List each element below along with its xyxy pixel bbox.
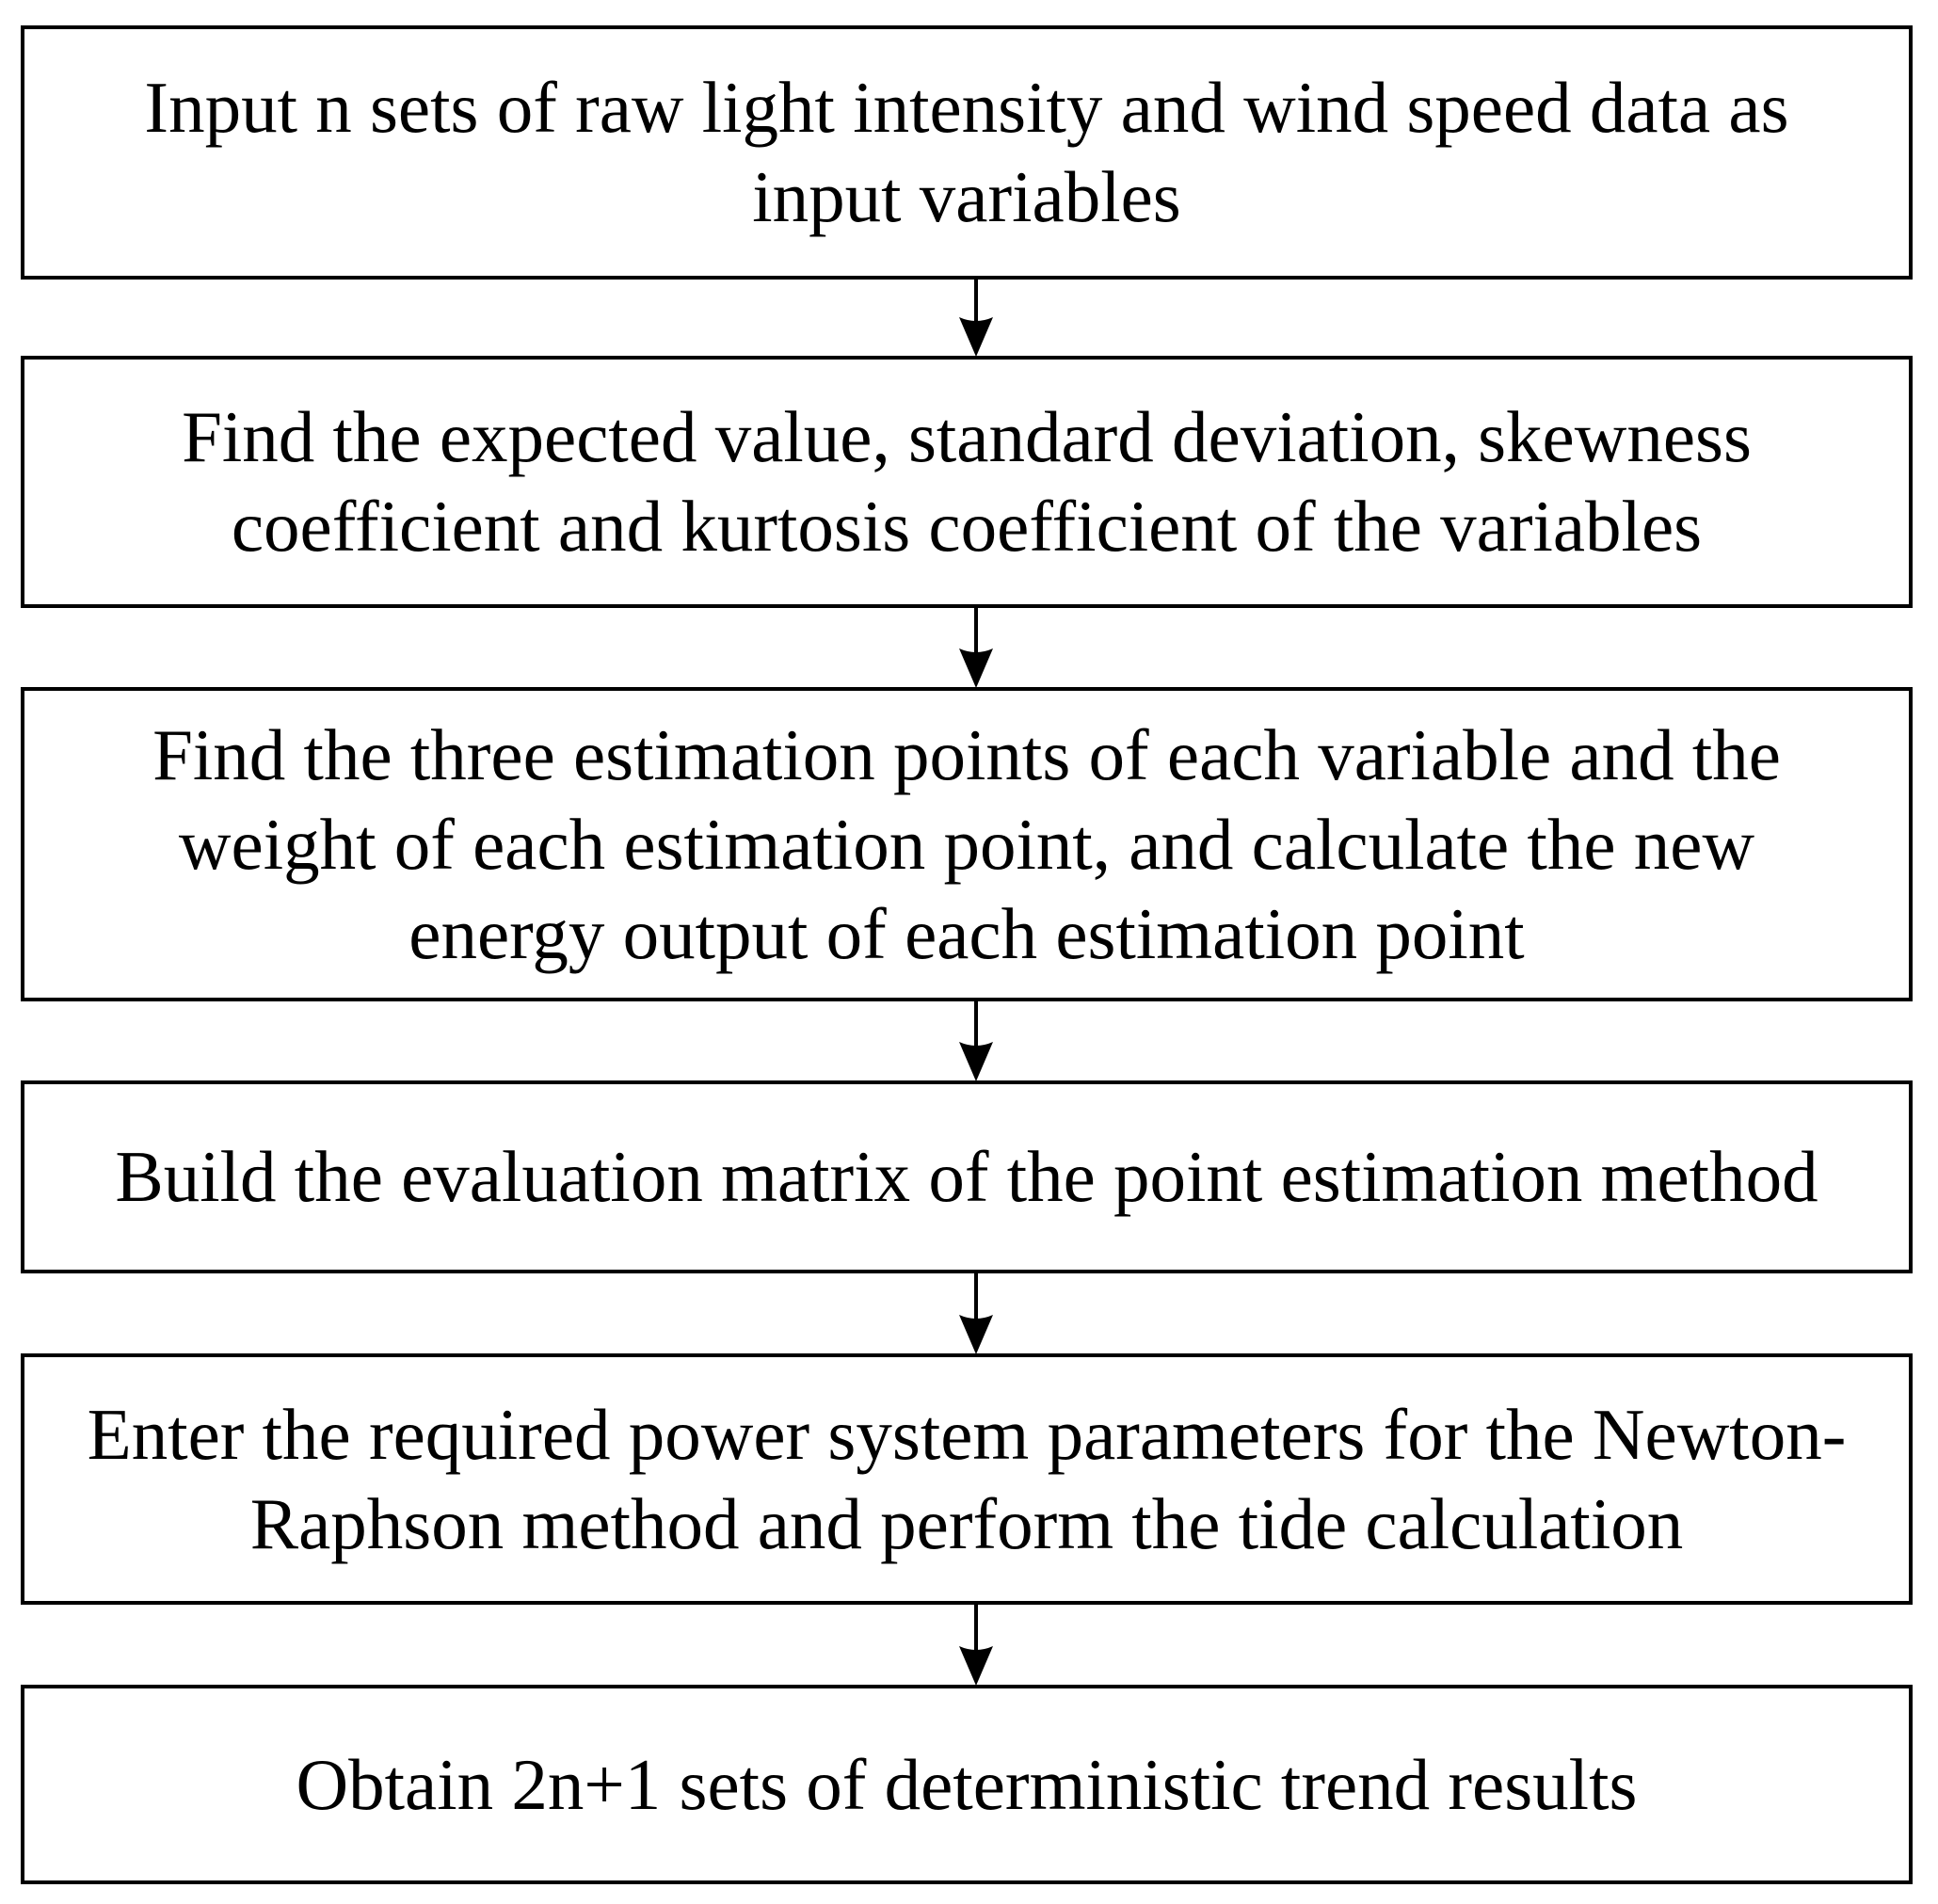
step-4-box bbox=[21, 1080, 1913, 1273]
step-3-box bbox=[21, 687, 1913, 1001]
step-1-text: Input n sets of raw light intensity and wind speed data as input variables bbox=[144, 67, 1789, 237]
arrow-down-icon bbox=[957, 1000, 995, 1081]
arrow-down-icon bbox=[957, 607, 995, 688]
step-2-text: Find the expected value, standard deviation, skewness coefficient and kurtosis coefficient of the variables bbox=[182, 396, 1752, 567]
arrow-down-icon bbox=[957, 278, 995, 357]
step-3-text: Find the three estimation points of each variable and the weight of each estimation point, and calculate the new energy output of each estimation point bbox=[152, 713, 1781, 974]
step-6-text: Obtain 2n+1 sets of deterministic trend results bbox=[296, 1743, 1638, 1825]
arrow-down-icon bbox=[957, 1604, 995, 1686]
step-2-box bbox=[21, 356, 1913, 608]
arrow-down-icon bbox=[957, 1272, 995, 1354]
step-4-text: Build the evaluation matrix of the point estimation method bbox=[115, 1136, 1818, 1217]
step-5-text: Enter the required power system parameters for the Newton-Raphson method and perform the tide calculation bbox=[87, 1393, 1847, 1564]
step-5-box bbox=[21, 1353, 1913, 1605]
step-1-box bbox=[21, 25, 1913, 280]
step-6-box bbox=[21, 1685, 1913, 1884]
